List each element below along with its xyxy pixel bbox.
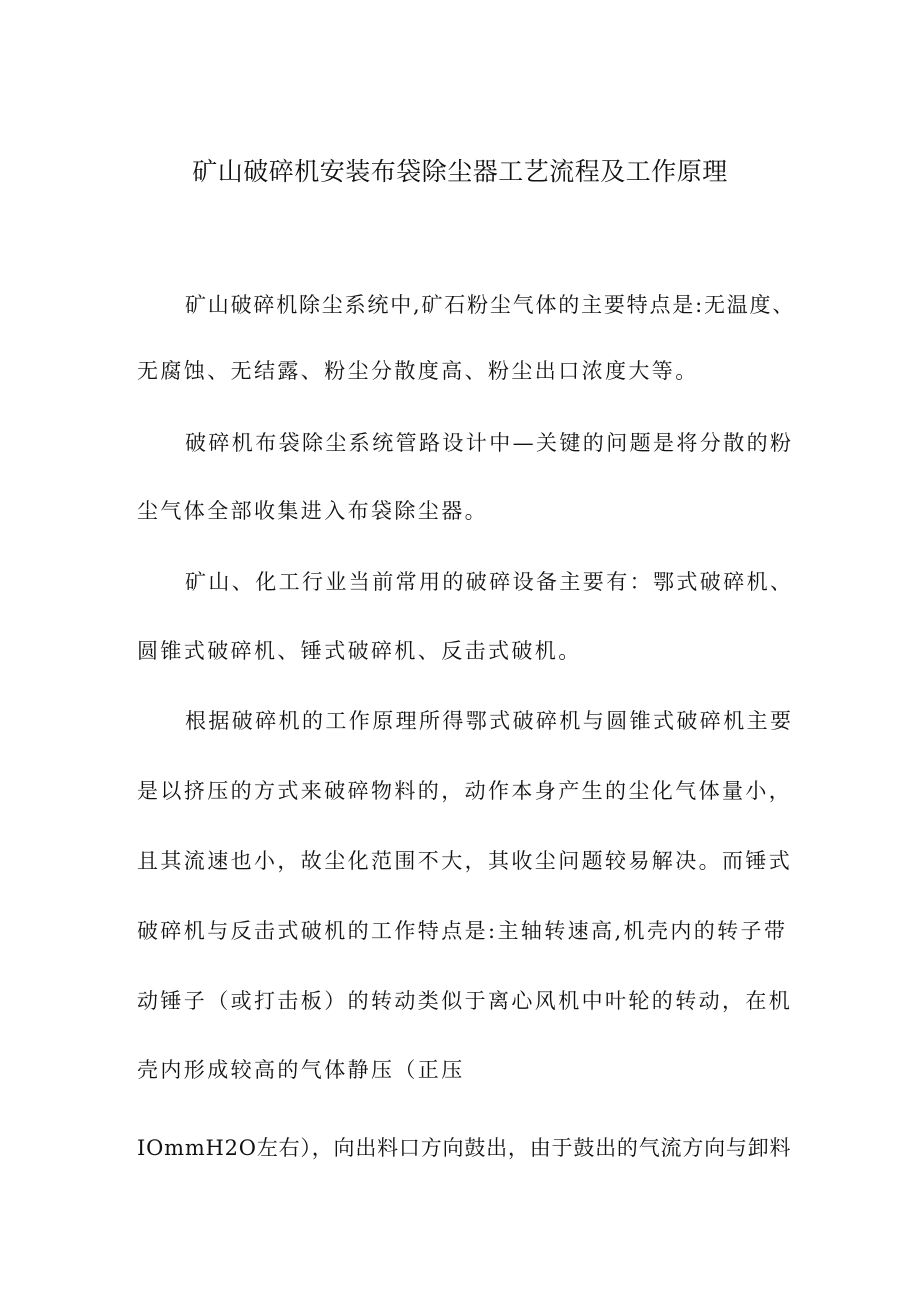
paragraph-1-line-1: 矿山破碎机除尘系统中,矿石粉尘气体的主要特点是:无温度、 [185,293,796,317]
paragraph-4-line-2: 是以挤压的方式来破碎物料的，动作本身产生的尘化气体量小， [137,779,793,803]
paragraph-3-line-1: 矿山、化工行业当前常用的破碎设备主要有：鄂式破碎机、 [185,570,794,594]
paragraph-4-line-4: 破碎机与反击式破机的工作特点是:主轴转速高,机壳内的转子带 [137,919,788,943]
document-title: 矿山破碎机安装布袋除尘器工艺流程及工作原理 [192,157,728,186]
paragraph-2-line-1: 破碎机布袋除尘系统管路设计中—关键的问题是将分散的粉 [185,431,794,455]
paragraph-4-line-1: 根据破碎机的工作原理所得鄂式破碎机与圆锥式破碎机主要 [185,709,794,733]
paragraph-4-line-7: IOmmH2O左右），向出料口方向鼓出，由于鼓出的气流方向与卸料 [137,1136,792,1160]
paragraph-1-line-2: 无腐蚀、无结露、粉尘分散度高、粉尘出口浓度大等。 [137,359,699,383]
paragraph-4-line-3: 且其流速也小，故尘化范围不大，其收尘问题较易解决。而锤式 [137,849,793,873]
paragraph-3-line-2: 圆锥式破碎机、锤式破碎机、反击式破机。 [137,639,582,663]
paragraph-4-line-5: 动锤子（或打击板）的转动类似于离心风机中叶轮的转动，在机 [137,989,793,1013]
paragraph-2-line-2: 尘气体全部收集进入布袋除尘器。 [137,499,488,523]
paragraph-4-line-6: 壳内形成较高的气体静压（正压 [137,1058,465,1082]
